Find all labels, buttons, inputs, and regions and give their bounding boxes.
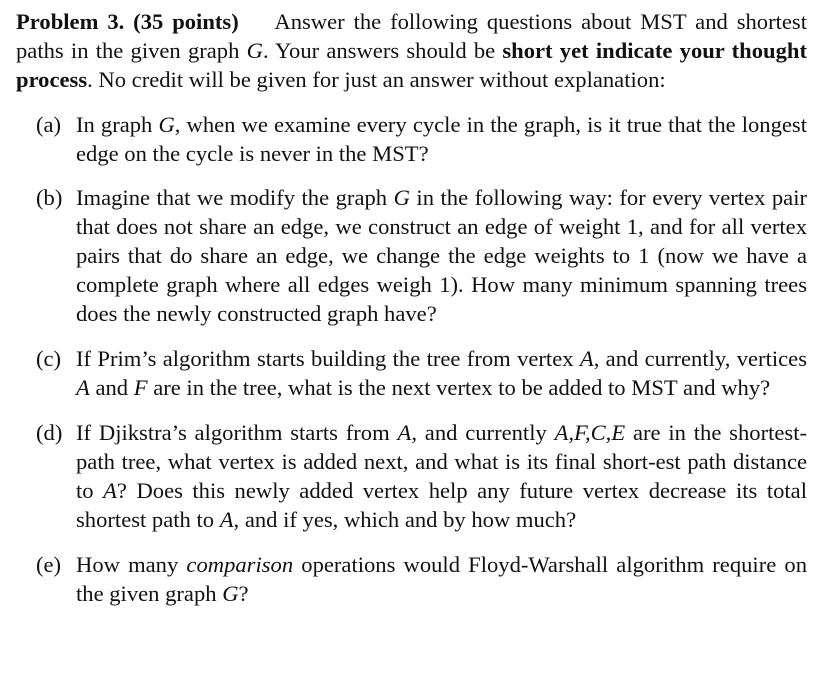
question-e-text-1: How many bbox=[76, 552, 187, 577]
question-c-label: (c) bbox=[36, 346, 62, 371]
question-c-text-1: If Prim’s algorithm starts building the tree from vertex bbox=[76, 346, 580, 371]
question-d-text-3: are in the shortest-path tree, what vertex is added next, and what is its final short-est path distance to bbox=[76, 420, 807, 503]
question-e-emphasis: comparison bbox=[186, 552, 294, 577]
question-a bbox=[36, 110, 807, 168]
problem-heading: Problem 3. (35 points) bbox=[16, 9, 239, 34]
question-c bbox=[36, 344, 807, 402]
question-d-text-1: If Djikstra’s algorithm starts from bbox=[76, 420, 398, 445]
question-b-math-1: G bbox=[393, 185, 410, 210]
intro-text-1: Answer the following questions about MST and shortest paths in the given graph bbox=[16, 9, 807, 63]
question-d-text-2: , and currently bbox=[411, 420, 555, 445]
question-a-math-1: G bbox=[158, 112, 175, 137]
question-c-text-3: and bbox=[89, 375, 134, 400]
intro-emphasis: short yet indicate your thought process bbox=[16, 38, 807, 92]
question-b-text-1: Imagine that we modify the graph bbox=[76, 185, 394, 210]
graph-symbol: G bbox=[246, 38, 263, 63]
question-d-text-4: ? Does this newly added vertex help any future vertex decrease its total shortest path to bbox=[76, 478, 807, 532]
question-d-text bbox=[76, 418, 807, 534]
question-b-label: (b) bbox=[36, 185, 63, 210]
question-b-text bbox=[76, 183, 807, 328]
question-c-math-1: A bbox=[579, 346, 594, 371]
question-d-math-1: A bbox=[397, 420, 412, 445]
question-c-math-3: F bbox=[133, 375, 148, 400]
question-e-text-2: operations would Floyd-Warshall algorithm require on the given graph bbox=[76, 552, 807, 606]
question-d-math-2: A,F,C,E bbox=[554, 420, 626, 445]
intro-text-3: . No credit will be given for just an answer without explanation: bbox=[87, 67, 666, 92]
question-b bbox=[36, 183, 807, 328]
question-d-label: (d) bbox=[36, 420, 63, 445]
question-b-text-2: in the following way: for every vertex pair that does not share an edge, we construct an edge of weight 1, and for all vertex pairs that do share an edge, we change the edge weights to 1 (now we have a complete graph where all edges weigh 1). How many minimum spanning trees does the newly constructed graph have? bbox=[76, 185, 807, 326]
question-d-text-5: , and if yes, which and by how much? bbox=[233, 507, 577, 532]
question-d bbox=[36, 418, 807, 534]
question-e bbox=[36, 550, 807, 608]
question-c-math-2: A bbox=[76, 375, 90, 400]
question-a-text-2: , when we examine every cycle in the graph, is it true that the longest edge on the cycle is never in the MST? bbox=[76, 112, 808, 166]
question-e-text-3: ? bbox=[238, 581, 249, 606]
question-e-label: (e) bbox=[36, 552, 62, 577]
question-a-label: (a) bbox=[36, 112, 62, 137]
intro-text-2: . Your answers should be bbox=[262, 38, 503, 63]
question-d-math-3: A bbox=[103, 478, 117, 503]
question-e-text bbox=[76, 550, 807, 608]
problem-intro bbox=[16, 7, 807, 94]
question-a-text-1: In graph bbox=[76, 112, 159, 137]
question-c-text-2: , and currently, vertices bbox=[593, 346, 807, 371]
question-d-math-4: A bbox=[219, 507, 234, 532]
question-e-math-1: G bbox=[222, 581, 239, 606]
question-c-text-4: are in the tree, what is the next vertex to be added to MST and why? bbox=[147, 375, 771, 400]
question-a-text bbox=[76, 110, 807, 168]
question-c-text bbox=[76, 344, 807, 402]
